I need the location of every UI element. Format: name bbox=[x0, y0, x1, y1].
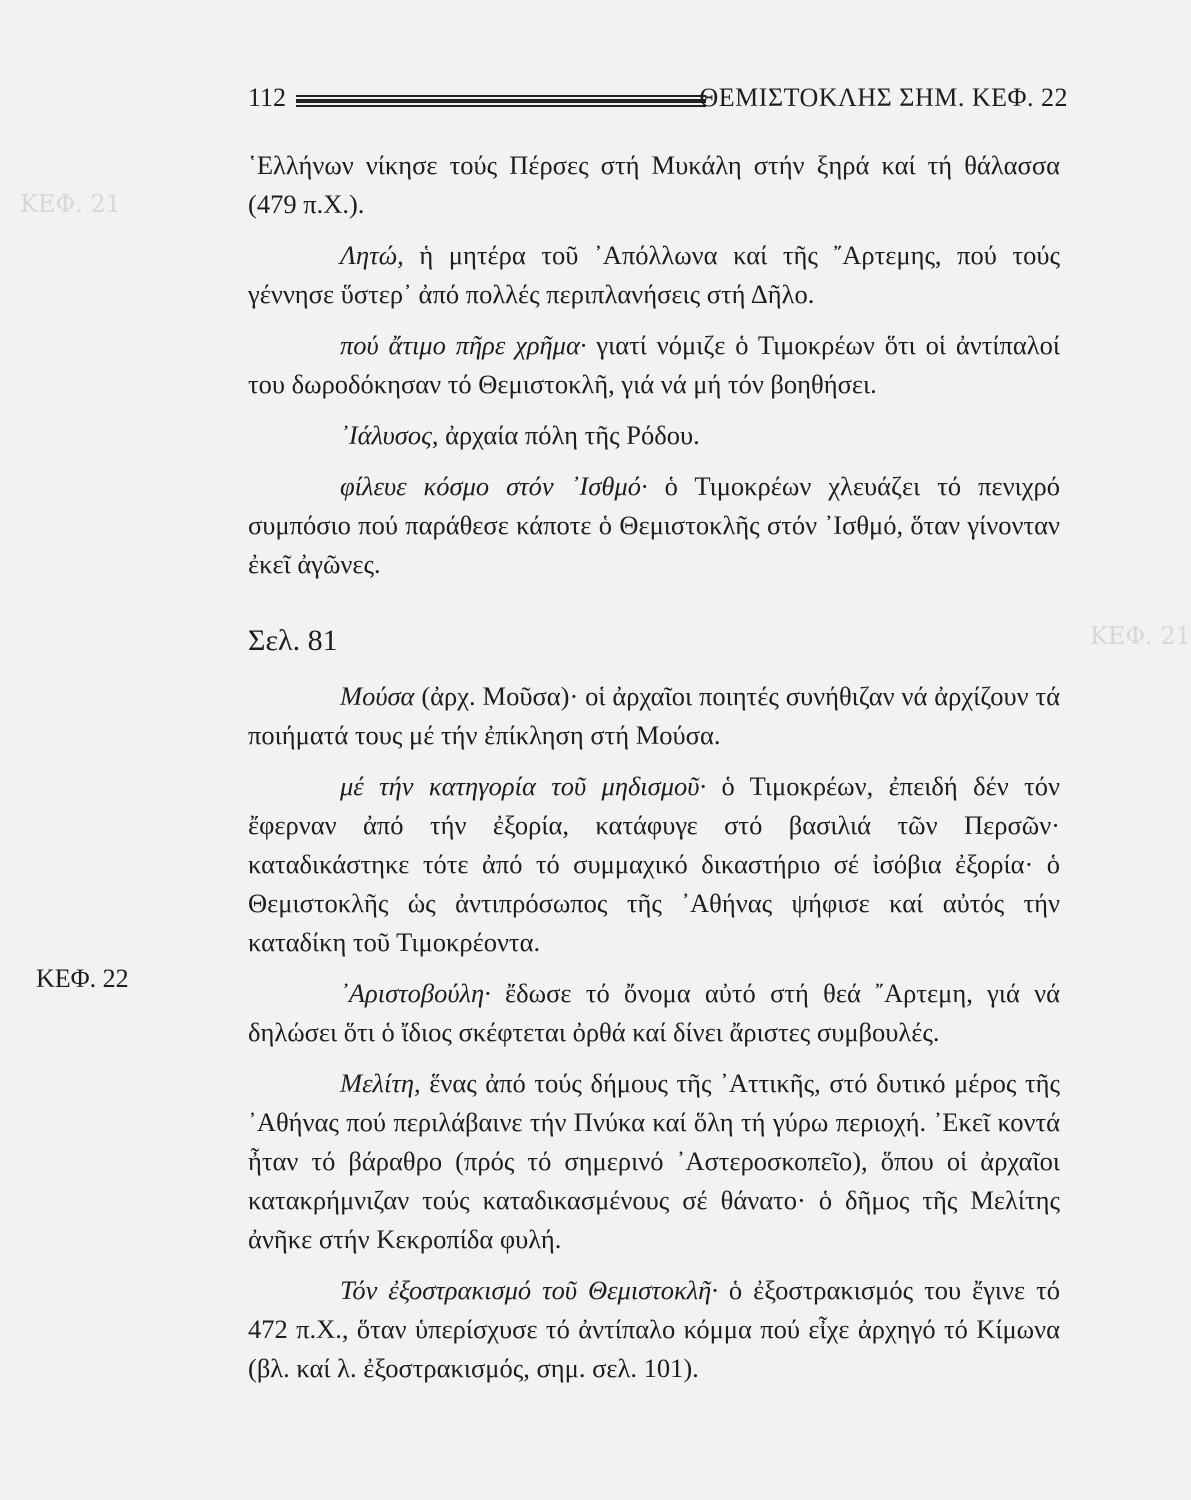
margin-note: ΚΕΦ. 22 bbox=[36, 964, 129, 993]
running-head: ΘΕΜΙΣΤΟΚΛΗΣ ΣΗΜ. ΚΕΦ. 22 bbox=[699, 83, 1068, 112]
gloss-term: Τόν ἐξοστρακισμό τοῦ Θεμιστοκλῆ· bbox=[340, 1275, 718, 1305]
paragraph: Μούσα (ἀρχ. Μοῦσα)· οἱ ἀρχαῖοι ποιητές συνήθιζαν νά ἀρχίζουν τά ποιήματά τους μέ τήν ἐπίκληση στή Μούσα. bbox=[248, 681, 1060, 750]
paragraph: μέ τήν κατηγορία τοῦ μηδισμοῦ· ὁ Τιμοκρέων, ἐπειδή δέν τόν ἔφερναν ἀπό τήν ἐξορία, κατάφυγε στό βασιλιά τῶν Περσῶν· καταδικάστηκε τότε ἀπό τό συμμαχικό δικαστήριο σέ ἰσόβια ἐξορία· ὁ Θεμιστοκλῆς ὡς ἀντιπρόσωπος τῆς ᾿Αθήνας ψήφισε καί αὐτός τήν καταδίκη τοῦ Τιμοκρέοντα. bbox=[248, 771, 1060, 957]
gloss-term: μέ τήν κατηγορία τοῦ μηδισμοῦ· bbox=[340, 771, 707, 801]
gloss-term: Μελίτη, bbox=[340, 1068, 421, 1098]
paragraph: ᾿Αριστοβούλη· ἔδωσε τό ὄνομα αὐτό στή θεά ῎Αρτεμη, γιά νά δηλώσει ὅτι ὁ ἴδιος σκέφτεται ὀρθά καί δίνει ἄριστες συμβουλές. bbox=[248, 978, 1060, 1047]
paragraph: Τόν ἐξοστρακισμό τοῦ Θεμιστοκλῆ· ὁ ἐξοστρακισμός του ἔγινε τό 472 π.Χ., ὅταν ὑπερίσχυσε τό ἀντίπαλο κόμμα πού εἶχε ἀρχηγό τό Κίμωνα (βλ. καί λ. ἐξοστρακισμός, σημ. σελ. 101). bbox=[248, 1275, 1061, 1383]
paragraph: φίλευε κόσμο στόν ᾿Ισθμό· ὁ Τιμοκρέων χλευάζει τό πενιχρό συμπόσιο πού παράθεσε κάποτε ὁ Θεμιστοκλῆς στόν ᾿Ισθμό, ὅταν γίνονταν ἐκεῖ ἀγῶνες. bbox=[248, 471, 1060, 579]
paragraph: ῾Ελλήνων νίκησε τούς Πέρσες στή Μυκάλη στήν ξηρά καί τή θάλασσα (479 π.Χ.). bbox=[248, 150, 1060, 219]
gloss-term: ᾿Ιάλυσος, bbox=[340, 420, 439, 450]
paragraph: ᾿Ιάλυσος, ἀρχαία πόλη τῆς Ρόδου. bbox=[340, 420, 700, 450]
paragraph: Λητώ, ἡ μητέρα τοῦ ᾿Απόλλωνα καί τῆς ῎Αρτεμης, πού τούς γέννησε ὕστερ᾿ ἀπό πολλές περιπλανήσεις στή Δῆλο. bbox=[248, 240, 1060, 309]
page-header bbox=[248, 83, 1068, 119]
gloss-term: ᾿Αριστοβούλη· bbox=[340, 978, 491, 1008]
gloss-term: φίλευε κόσμο στόν ᾿Ισθμό· bbox=[340, 471, 648, 501]
gloss-term: πού ἄτιμο πῆρε χρῆμα· bbox=[340, 330, 587, 360]
show-through-artifact: ΚΕΦ. 21 bbox=[20, 190, 121, 218]
show-through-artifact: ΚΕΦ. 21 bbox=[1090, 622, 1191, 650]
gloss-term: Λητώ, bbox=[340, 240, 404, 270]
paragraph: Μελίτη, ἕνας ἀπό τούς δήμους τῆς ᾿Αττικῆς, στό δυτικό μέρος τῆς ᾿Αθήνας πού περιλάβαινε τήν Πνύκα καί ὅλη τή γύρω περιοχή. ᾿Εκεῖ κοντά ἦταν τό βάραθρο (πρός τό σημερινό ᾿Αστεροσκοπεῖο), ὅπου οἱ ἀρχαῖοι κατακρήμνιζαν τούς καταδικασμένους σέ θάνατο· ὁ δῆμος τῆς Μελίτης ἀνῆκε στήν Κεκροπίδα φυλή. bbox=[248, 1068, 1060, 1254]
text-block-1 bbox=[248, 146, 1060, 584]
section-label: Σελ. 81 bbox=[248, 624, 338, 657]
text-block-2 bbox=[248, 677, 1060, 1388]
paragraph: πού ἄτιμο πῆρε χρῆμα· γιατί νόμιζε ὁ Τιμοκρέων ὅτι οἱ ἀντίπαλοί του δωροδόκησαν τό Θεμιστοκλῆ, γιά νά μή τόν βοηθήσει. bbox=[248, 330, 1060, 399]
header-rule bbox=[296, 101, 706, 107]
gloss-term: Μούσα bbox=[340, 681, 415, 711]
page-number: 112 bbox=[248, 83, 287, 112]
